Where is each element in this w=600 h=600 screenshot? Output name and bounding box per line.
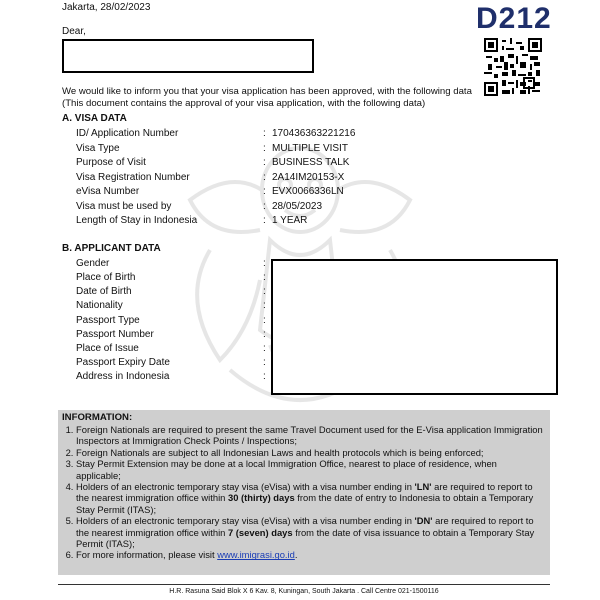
visa-row (76, 143, 536, 157)
applicant-row-label: Passport Type (76, 315, 140, 326)
visa-row-label: eVisa Number (76, 186, 140, 197)
info-item-6-text-b: . (294, 549, 298, 561)
visa-row (76, 128, 536, 142)
visa-type-value: MULTIPLE VISIT (272, 143, 348, 154)
footer-divider (58, 584, 550, 585)
info-item-5-text-b: are required to report to the nearest immigration office within (76, 515, 534, 538)
length-of-stay-value: 1 YEAR (272, 215, 308, 226)
info-item-4-code: 'LN' (414, 481, 432, 493)
colon: : (263, 343, 266, 354)
applicant-details-redacted (271, 259, 558, 395)
colon: : (263, 157, 266, 168)
info-item-2: 2. Foreign Nationals are subject to all Indonesian Laws and health protocols which is being enforced; (76, 447, 544, 458)
info-item-6 (76, 549, 544, 560)
colon: : (263, 300, 266, 311)
colon: : (263, 371, 266, 382)
visa-row-label: Visa Type (76, 143, 120, 154)
visa-row (76, 201, 536, 215)
info-item-6-text-a: For more information, please visit (76, 549, 218, 561)
info-item-5-days: 7 (seven) days (227, 526, 293, 538)
evisa-number-value: EVX0066336LN (272, 186, 344, 197)
visa-row-label: Visa must be used by (76, 201, 172, 212)
intro-text (62, 86, 492, 110)
colon: : (263, 128, 266, 139)
applicant-row-label: Place of Issue (76, 343, 139, 354)
colon: : (263, 201, 266, 212)
visa-row-label: ID/ Application Number (76, 128, 179, 139)
applicant-row-label: Date of Birth (76, 286, 132, 297)
visa-data-heading: A. VISA DATA (62, 113, 127, 124)
applicant-row-label: Passport Number (76, 329, 154, 340)
information-box (58, 410, 550, 575)
info-item-4-days: 30 (thirty) days (227, 492, 295, 504)
imigrasi-website-link[interactable]: www.imigrasi.go.id (217, 549, 295, 561)
info-item-4-text-a: Holders of an electronic temporary stay visa (eVisa) with a visa number ending in (76, 481, 415, 493)
recipient-name-redacted (62, 39, 314, 73)
registration-number-value: 2A14IM20153-X (272, 172, 345, 183)
footer-address: H.R. Rasuna Said Blok X 6 Kav. 8, Kuningan, South Jakarta . Call Centre 021-1500116 (169, 588, 439, 595)
info-item-5-text-c: from the date of visa issuance to obtain a Temporary Stay Permit (ITAS); (76, 526, 535, 550)
info-item-5 (76, 515, 544, 549)
colon: : (263, 272, 266, 283)
colon: : (263, 172, 266, 183)
visa-row (76, 172, 536, 186)
letter-date: Jakarta, 28/02/2023 (62, 2, 151, 13)
use-by-date-value: 28/05/2023 (272, 201, 323, 212)
colon: : (263, 258, 266, 269)
applicant-data-heading: B. APPLICANT DATA (62, 243, 161, 254)
colon: : (263, 329, 266, 340)
applicant-row-label: Passport Expiry Date (76, 357, 170, 368)
info-item-5-text-a: Holders of an electronic temporary stay visa (eVisa) with a visa number ending in (76, 515, 415, 527)
information-list (58, 424, 544, 561)
info-item-5-code: 'DN' (414, 515, 433, 527)
visa-row-label: Length of Stay in Indonesia (76, 215, 198, 226)
visa-row-label: Visa Registration Number (76, 172, 190, 183)
purpose-value: BUSINESS TALK (272, 157, 350, 168)
intro-line-1: We would like to inform you that your visa application has been approved, with the following data (62, 86, 472, 97)
applicant-row-label: Address in Indonesia (76, 371, 170, 382)
intro-line-2: (This document contains the approval of your visa application, with the following data) (62, 98, 426, 109)
info-item-4-text-c: from the date of entry to Indonesia to obtain a Temporary Stay Permit (ITAS); (76, 492, 534, 515)
applicant-row-label: Nationality (76, 300, 123, 311)
colon: : (263, 315, 266, 326)
applicant-row-label: Place of Birth (76, 272, 136, 283)
colon: : (263, 143, 266, 154)
colon: : (263, 186, 266, 197)
qr-code-icon (484, 38, 542, 96)
salutation: Dear, (62, 26, 86, 37)
visa-row (76, 215, 536, 229)
info-item-4 (76, 481, 544, 515)
information-heading: INFORMATION: (62, 412, 133, 423)
info-item-4-text-b: are required to report to the nearest immigration office within (76, 481, 533, 504)
colon: : (263, 286, 266, 297)
info-item-3: 3. Stay Permit Extension may be done at a local Immigration Office, nearest to place of residence, when applicable; (76, 458, 544, 481)
visa-row-label: Purpose of Visit (76, 157, 146, 168)
visa-row (76, 157, 536, 171)
visa-row (76, 186, 536, 200)
applicant-row-label: Gender (76, 258, 110, 269)
info-item-1: 1. Foreign Nationals are required to present the same Travel Document used for the E-Visa application Immigration Inspectors at Immigration Check Points / Inspections; (76, 424, 544, 447)
application-number-value: 170436363221216 (272, 128, 356, 139)
document-code: D212 (476, 2, 552, 35)
colon: : (263, 215, 266, 226)
colon: : (263, 357, 266, 368)
